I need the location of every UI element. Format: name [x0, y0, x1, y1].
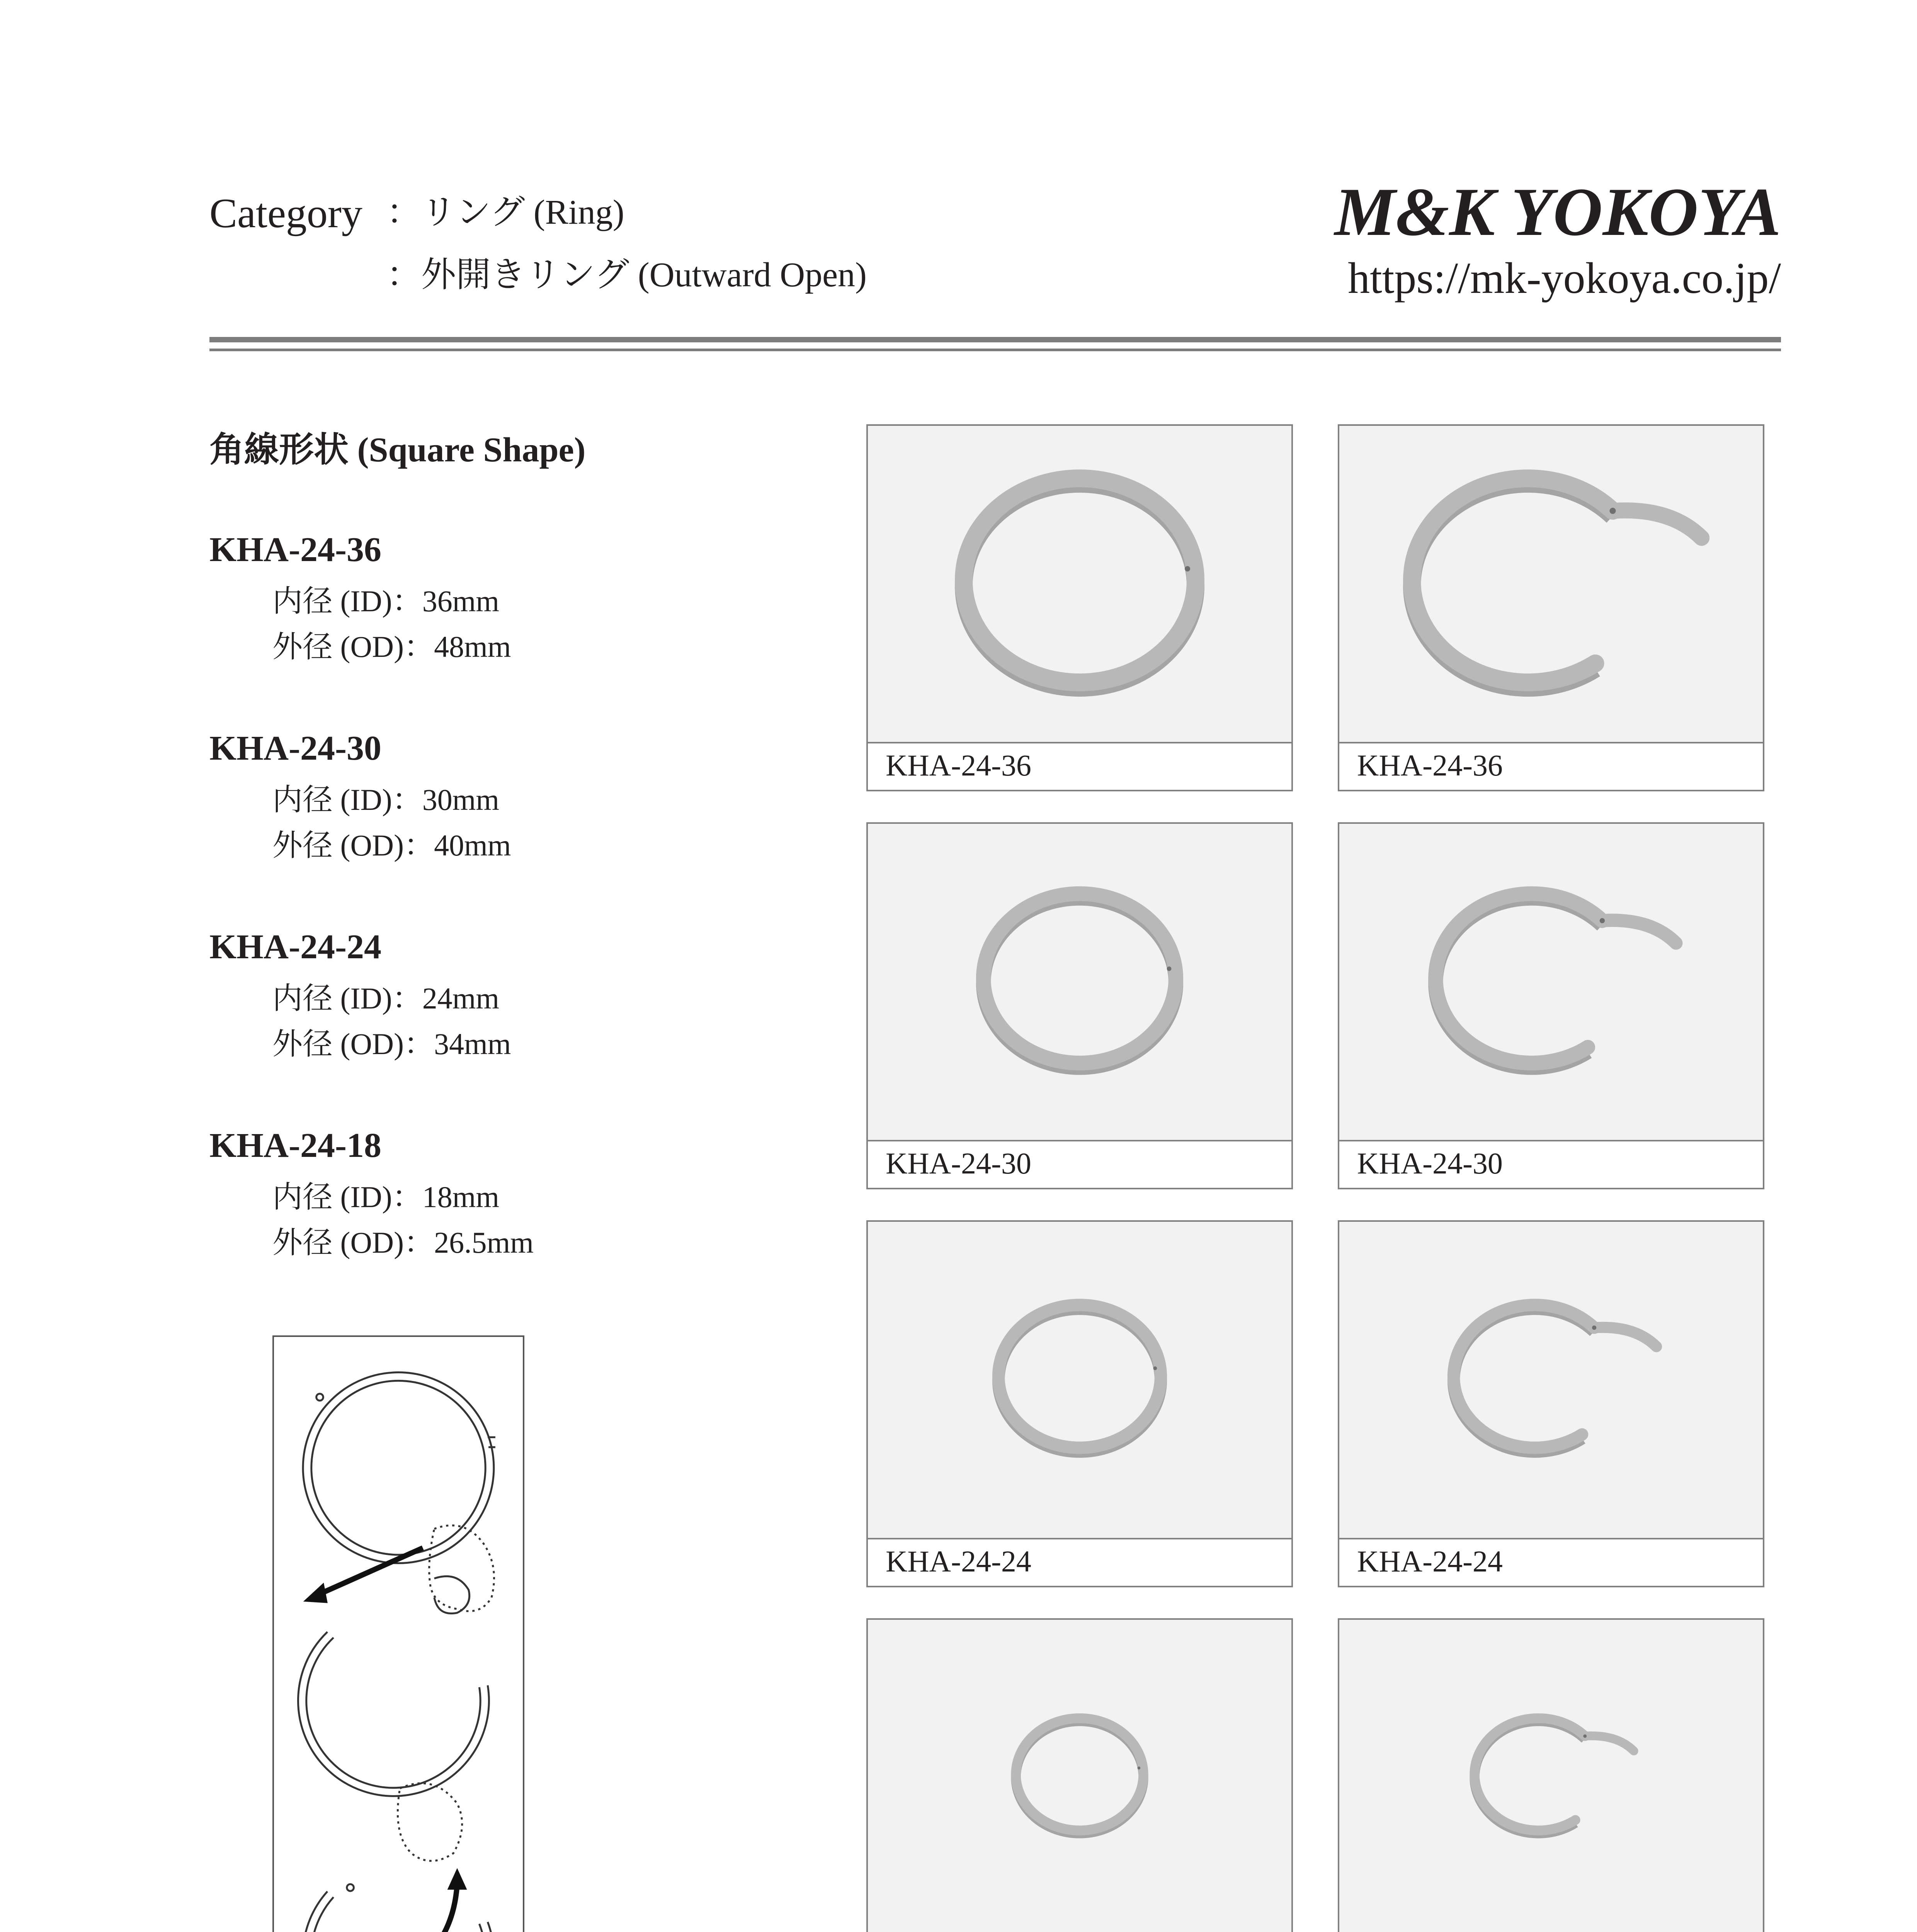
- ring-hinge: [1167, 966, 1172, 971]
- ring-open-arm: [1613, 510, 1702, 538]
- shape-title: 角線形状 (Square Shape): [209, 431, 586, 469]
- product-photo-card[interactable]: [1338, 1220, 1764, 1587]
- product-photo-card[interactable]: [866, 822, 1293, 1189]
- ring-hinge: [1600, 918, 1605, 923]
- ring-hinge: [1138, 1767, 1141, 1770]
- model-code: KHA-24-36: [209, 531, 381, 569]
- product-photo: [868, 1222, 1291, 1539]
- header-rule-bottom: [209, 349, 1781, 351]
- photo-caption: KHA-24-36: [886, 748, 1031, 782]
- inner-diameter: 内径 (ID)：30mm: [272, 783, 500, 816]
- outer-diameter: 外径 (OD)：26.5mm: [272, 1226, 534, 1259]
- ring-open-arc: [1412, 478, 1613, 682]
- model-code: KHA-24-30: [209, 729, 381, 767]
- inner-diameter: 内径 (ID)：18mm: [272, 1180, 500, 1214]
- ring-hinge: [1153, 1366, 1157, 1370]
- usage-diagram-drawing: [274, 1337, 523, 1932]
- ring-open-arc: [1454, 1305, 1594, 1448]
- website-url[interactable]: https://mk-yokoya.co.jp/: [1348, 253, 1781, 303]
- ring-hinge: [1583, 1735, 1587, 1738]
- brand-logo: M&K YOKOYA: [1334, 173, 1781, 250]
- inner-diameter: 内径 (ID)：36mm: [272, 584, 500, 618]
- category-outward-open: ：外開きリング (Outward Open): [386, 256, 867, 294]
- photo-caption: KHA-24-36: [1357, 748, 1503, 782]
- outer-diameter: 外径 (OD)：34mm: [272, 1027, 511, 1061]
- ring-open-arm: [1585, 1736, 1634, 1751]
- header-rule-top: [209, 337, 1781, 342]
- ring-open-arc: [1475, 1718, 1585, 1830]
- category-ring: ：リング (Ring): [386, 193, 624, 231]
- photo-caption: KHA-24-30: [1357, 1146, 1503, 1180]
- ring-open-arc: [1436, 894, 1602, 1063]
- ring-closed: [964, 478, 1196, 682]
- photo-caption: KHA-24-30: [886, 1146, 1031, 1180]
- ring-closed: [983, 894, 1176, 1063]
- ring-hinge: [1610, 508, 1616, 514]
- outer-diameter: 外径 (OD)：48mm: [272, 630, 511, 663]
- product-photo: [868, 824, 1291, 1141]
- ring-hinge: [1592, 1325, 1596, 1330]
- product-photo-card[interactable]: [1338, 822, 1764, 1189]
- usage-diagram: [272, 1335, 524, 1932]
- product-photo-card[interactable]: [1338, 424, 1764, 791]
- photo-caption: KHA-24-24: [886, 1544, 1031, 1578]
- product-photo: [1339, 1222, 1763, 1539]
- product-photo-card[interactable]: [866, 424, 1293, 791]
- product-photo: [1339, 824, 1763, 1141]
- product-photo-card[interactable]: [866, 1618, 1293, 1932]
- inner-diameter: 内径 (ID)：24mm: [272, 981, 500, 1015]
- product-photo-card[interactable]: [1338, 1618, 1764, 1932]
- product-photo: [868, 1620, 1291, 1932]
- ring-open-arm: [1594, 1327, 1657, 1347]
- ring-closed: [1016, 1718, 1143, 1830]
- model-code: KHA-24-18: [209, 1126, 381, 1165]
- photo-caption: KHA-24-24: [1357, 1544, 1503, 1578]
- product-photo-card[interactable]: [866, 1220, 1293, 1587]
- ring-closed: [998, 1305, 1161, 1448]
- product-photo: [1339, 1620, 1763, 1932]
- product-photo: [1339, 426, 1763, 743]
- ring-open-arm: [1602, 920, 1676, 943]
- ring-hinge: [1185, 566, 1190, 571]
- model-code: KHA-24-24: [209, 928, 381, 966]
- product-photo: [868, 426, 1291, 743]
- category-label: Category: [209, 190, 362, 236]
- outer-diameter: 外径 (OD)：40mm: [272, 828, 511, 862]
